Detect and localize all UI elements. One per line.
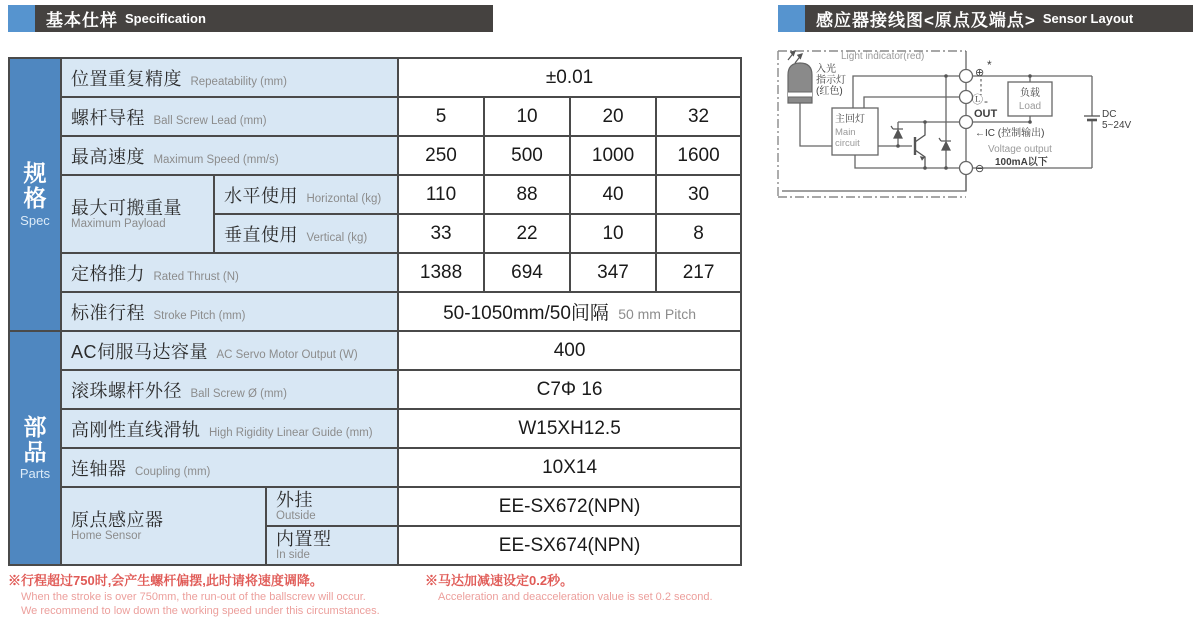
outside-value: EE-SX672(NPN) xyxy=(398,487,741,526)
inside-label: 内置型 In side xyxy=(266,526,398,565)
footnote-accel-zh: ※马达加减速设定0.2秒。 xyxy=(425,573,574,588)
screw-dia-value: C7Φ 16 xyxy=(398,370,741,409)
transistor-icon xyxy=(915,122,925,168)
load-box xyxy=(1008,82,1052,116)
row-repeatability xyxy=(9,58,741,97)
spec-header-bar xyxy=(8,5,493,32)
minus-sign-label: - xyxy=(984,94,988,108)
section-spec xyxy=(9,58,61,331)
thrust-label: 定格推力 Rated Thrust (N) xyxy=(61,253,398,292)
servo-label: AC伺服马达容量 AC Servo Motor Output (W) xyxy=(61,331,398,370)
stroke-label: 标准行程 Stroke Pitch (mm) xyxy=(61,292,398,331)
sensor-header-title-zh: 感应器接线图<原点及端点> xyxy=(816,11,1036,30)
lead-v4: 32 xyxy=(656,97,741,136)
thrust-v1: 1388 xyxy=(398,253,484,292)
l-terminal-label: Ⓛ xyxy=(972,94,983,106)
footnote-stroke-en2: We recommend to low down the working speed under this circumstances. xyxy=(21,605,380,617)
plus-terminal-label: ⊕ xyxy=(975,67,985,79)
voltage-output-label: Voltage output xyxy=(988,144,1052,155)
section-spec-zh: 规格 xyxy=(23,160,47,211)
stroke-value: 50-1050mm/50间隔 50 mm Pitch xyxy=(398,292,741,331)
svg-text:Main: Main xyxy=(835,127,856,138)
lead-v1: 5 xyxy=(398,97,484,136)
section-spec-en: Spec xyxy=(20,212,50,228)
svg-text:主回灯: 主回灯 xyxy=(835,114,865,125)
vertical-v3: 10 xyxy=(570,214,656,253)
light-indicator-zh3: (红色) xyxy=(816,86,843,97)
row-ball-screw-dia xyxy=(9,370,741,409)
svg-text:Load: Load xyxy=(1018,101,1042,112)
coupling-value: 10X14 xyxy=(398,448,741,487)
screw-dia-label: 滚珠螺杆外径 Ball Screw Ø (mm) xyxy=(61,370,398,409)
terminal-l xyxy=(960,91,973,104)
section-parts xyxy=(9,331,61,565)
row-home-sensor-outside xyxy=(9,487,741,526)
asterisk-note: * xyxy=(987,58,992,72)
vertical-label: 垂直使用 Vertical (kg) xyxy=(214,214,398,253)
spec-table xyxy=(8,57,742,566)
out-label: OUT xyxy=(974,108,998,120)
sensor-wiring-diagram xyxy=(775,45,1195,205)
inside-value: EE-SX674(NPN) xyxy=(398,526,741,565)
footnote-stroke-en1: When the stroke is over 750mm, the run-out of the ballscrew will occur. xyxy=(21,591,366,603)
repeatability-label: 位置重复精度 Repeatability (mm) xyxy=(61,58,398,97)
dc-label: DC xyxy=(1102,109,1117,120)
zener-diode-icon xyxy=(891,126,903,138)
horizontal-v2: 88 xyxy=(484,175,570,214)
vertical-v2: 22 xyxy=(484,214,570,253)
header-accent-square xyxy=(778,5,805,32)
spec-header-title-en: Specification xyxy=(125,11,206,26)
light-indicator-zh2: 指示灯 xyxy=(816,75,846,86)
lead-v2: 10 xyxy=(484,97,570,136)
row-servo-output xyxy=(9,331,741,370)
battery-icon xyxy=(1084,116,1100,120)
row-linear-guide xyxy=(9,409,741,448)
speed-v3: 1000 xyxy=(570,136,656,175)
coupling-label: 连轴器 Coupling (mm) xyxy=(61,448,398,487)
vertical-v1: 33 xyxy=(398,214,484,253)
row-stroke xyxy=(9,292,741,331)
incoming-light-arrows xyxy=(788,51,802,63)
row-max-speed xyxy=(9,136,741,175)
minus-terminal-label: ⊖ xyxy=(975,163,985,175)
row-coupling xyxy=(9,448,741,487)
section-parts-en: Parts xyxy=(19,466,51,482)
footnote-stroke-zh: ※行程超过750时,会产生螺杆偏摆,此时请将速度调降。 xyxy=(8,573,323,588)
row-rated-thrust xyxy=(9,253,741,292)
led-icon xyxy=(788,51,812,103)
row-ball-screw-lead xyxy=(9,97,741,136)
thrust-v4: 217 xyxy=(656,253,741,292)
svg-text:circuit: circuit xyxy=(835,138,860,149)
speed-v1: 250 xyxy=(398,136,484,175)
row-payload-horizontal xyxy=(9,175,741,214)
horizontal-v1: 110 xyxy=(398,175,484,214)
sensor-header-title-en: Sensor Layout xyxy=(1042,11,1134,26)
lead-label: 螺杆导程 Ball Screw Lead (mm) xyxy=(61,97,398,136)
lead-v3: 20 xyxy=(570,97,656,136)
sensor-header-bar xyxy=(778,5,1193,32)
svg-text:负载: 负载 xyxy=(1020,88,1040,99)
horizontal-label: 水平使用 Horizontal (kg) xyxy=(214,175,398,214)
zener-diode-icon xyxy=(939,138,951,150)
terminal-minus xyxy=(960,162,973,175)
footnote-accel-en: Acceleration and deacceleration value is set 0.2 second. xyxy=(438,591,713,603)
guide-value: W15XH12.5 xyxy=(398,409,741,448)
light-indicator-en-label: Light indicator(red) xyxy=(841,51,925,62)
terminal-out xyxy=(960,116,973,129)
section-parts-zh: 部品 xyxy=(23,413,47,465)
ic-output-label: ←IC (控制输出) xyxy=(975,128,1045,139)
outside-label: 外挂 Outside xyxy=(266,487,398,526)
horizontal-v3: 40 xyxy=(570,175,656,214)
vertical-v4: 8 xyxy=(656,214,741,253)
dc-voltage-label: 5~24V xyxy=(1102,120,1132,131)
payload-label: 最大可搬重量 Maximum Payload xyxy=(61,175,214,253)
speed-label: 最高速度 Maximum Speed (mm/s) xyxy=(61,136,398,175)
footnote-stroke xyxy=(8,570,418,617)
repeatability-value: ±0.01 xyxy=(398,58,741,97)
spec-header-title-zh: 基本仕样 xyxy=(46,11,118,30)
servo-value: 400 xyxy=(398,331,741,370)
thrust-v2: 694 xyxy=(484,253,570,292)
light-indicator-zh1: 入光 xyxy=(816,64,836,75)
guide-label: 高刚性直线滑轨 High Rigidity Linear Guide (mm) xyxy=(61,409,398,448)
speed-v4: 1600 xyxy=(656,136,741,175)
footnote-accel xyxy=(425,570,755,603)
terminal-plus xyxy=(960,70,973,83)
current-limit-label: 100mA以下 xyxy=(995,157,1048,168)
header-accent-square xyxy=(8,5,35,32)
home-sensor-label: 原点感应器 Home Sensor xyxy=(61,487,266,565)
main-circuit-box xyxy=(832,108,878,155)
horizontal-v4: 30 xyxy=(656,175,741,214)
thrust-v3: 347 xyxy=(570,253,656,292)
speed-v2: 500 xyxy=(484,136,570,175)
